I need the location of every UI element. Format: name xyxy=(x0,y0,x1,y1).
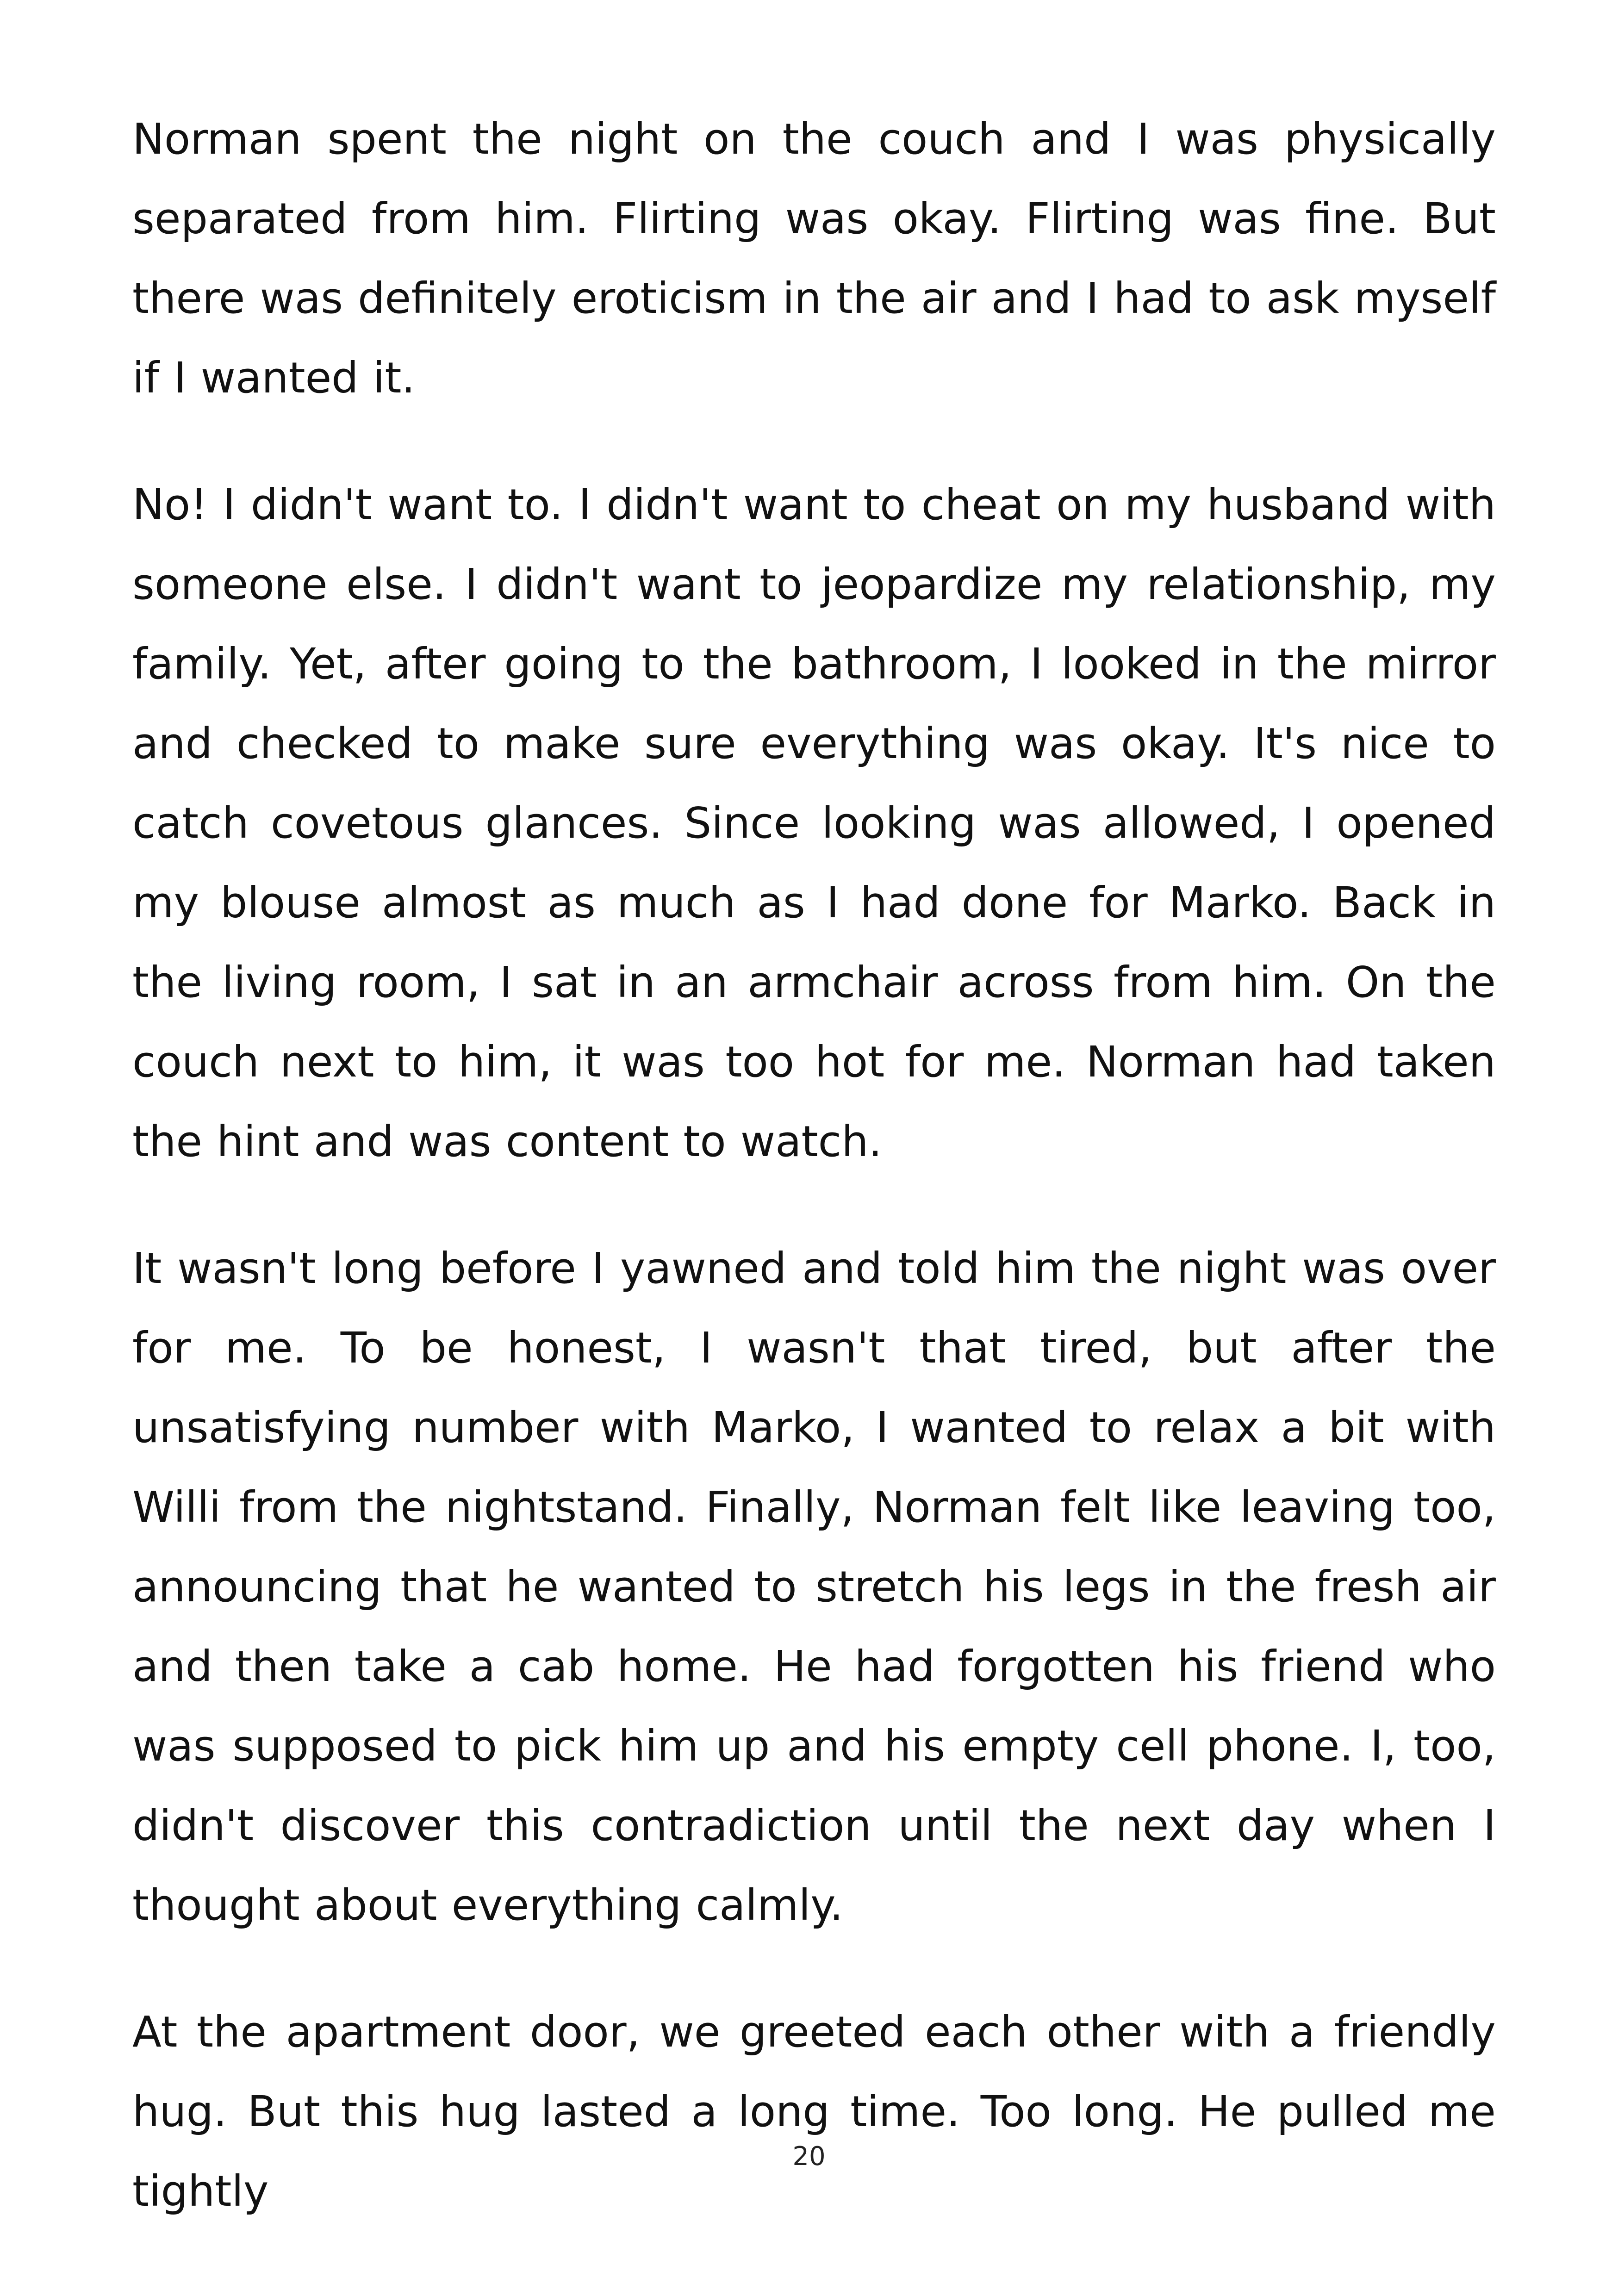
page-number: 20 xyxy=(792,2141,826,2172)
paragraph-2: No! I didn't want to. I didn't want to cheat on my husband with someone else. I didn't want to jeopardize my relationship, my family. Yet, after going to the bathroom, I looked in the mirror and checked to make sure everything was okay. It's nice to catch covetous glances. Since looking was allowed, I opened my blouse almost as much as I had done for Marko. Back in the living room, I sat in an armchair across from him. On the couch next to him, it was too hot for me. Norman had taken the hint and was content to watch. xyxy=(132,480,1496,1166)
page-body xyxy=(132,100,1496,2278)
paragraph-4: At the apartment door, we greeted each other with a friendly hug. But this hug lasted a long time. Too long. He pulled me tightly xyxy=(132,2007,1496,2216)
paragraph-1: Norman spent the night on the couch and I was physically separated from him. Flirting was okay. Flirting was fine. But there was definitely eroticism in the air and I had to ask myself if I wanted it. xyxy=(132,114,1496,403)
paragraph-3: It wasn't long before I yawned and told him the night was over for me. To be honest, I wasn't that tired, but after the unsatisfying number with Marko, I wanted to relax a bit with Willi from the nightstand. Finally, Norman felt like leaving too, announcing that he wanted to stretch his legs in the fresh air and then take a cab home. He had forgotten his friend who was supposed to pick him up and his empty cell phone. I, too, didn't discover this contradiction until the next day when I thought about everything calmly. xyxy=(132,1244,1496,1930)
